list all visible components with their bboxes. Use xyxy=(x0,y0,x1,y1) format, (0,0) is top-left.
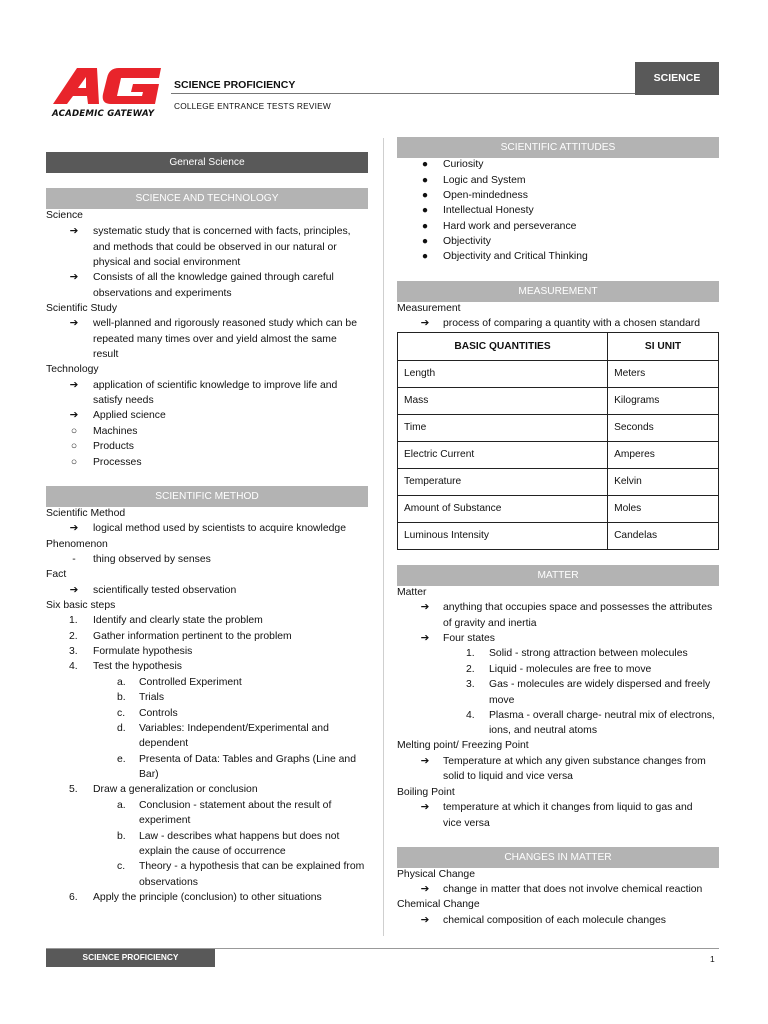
table-cell: Time xyxy=(398,415,608,442)
table-row xyxy=(398,415,719,442)
arrow-icon: ➔ xyxy=(69,523,79,534)
hollow-bullet-icon: ○ xyxy=(70,426,78,437)
list-item: Logic and System xyxy=(443,175,526,186)
list-number: 5. xyxy=(69,784,78,795)
list-item: experiment xyxy=(139,815,191,826)
table-cell: Amount of Substance xyxy=(398,496,608,523)
list-item: satisfy needs xyxy=(93,395,154,406)
list-item: Gas - molecules are widely dispersed and freely xyxy=(489,679,711,690)
list-item: Intellectual Honesty xyxy=(443,205,534,216)
column-header-basic-quantities: BASIC QUANTITIES xyxy=(398,333,608,361)
table-cell: Candelas xyxy=(608,523,719,550)
list-letter: a. xyxy=(117,800,126,811)
list-letter: b. xyxy=(117,692,126,703)
list-letter: a. xyxy=(117,677,126,688)
logo-wordmark: ACADEMIC GATEWAY xyxy=(52,109,155,119)
list-item: Trials xyxy=(139,692,165,703)
bullet-icon: ● xyxy=(421,175,429,186)
table-cell: Length xyxy=(398,361,608,388)
arrow-icon: ➔ xyxy=(420,756,430,767)
list-item: observations xyxy=(139,877,198,888)
term-technology: Technology xyxy=(46,364,99,375)
dash-bullet: - xyxy=(72,554,76,565)
list-item: Controlled Experiment xyxy=(139,677,242,688)
section-bar-scientific-method: SCIENTIFIC METHOD xyxy=(46,486,368,507)
table-row xyxy=(398,442,719,469)
arrow-icon: ➔ xyxy=(420,602,430,613)
list-item: anything that occupies space and possesses the attributes xyxy=(443,602,713,613)
list-number: 3. xyxy=(466,679,475,690)
list-item: observations and experiments xyxy=(93,288,232,299)
list-item: solid to liquid and vice versa xyxy=(443,771,573,782)
list-item: Four states xyxy=(443,633,495,644)
term-six-basic-steps: Six basic steps xyxy=(46,600,116,611)
section-bar-scientific-attitudes: SCIENTIFIC ATTITUDES xyxy=(397,137,719,158)
list-number: 1. xyxy=(69,615,78,626)
si-units-table xyxy=(397,332,719,550)
list-item: Objectivity and Critical Thinking xyxy=(443,251,588,262)
table-row xyxy=(398,523,719,550)
table-cell: Moles xyxy=(608,496,719,523)
term-scientific-study: Scientific Study xyxy=(46,303,118,314)
page-number: 1 xyxy=(710,954,715,964)
arrow-icon: ➔ xyxy=(69,585,79,596)
bullet-icon: ● xyxy=(421,236,429,247)
table-row xyxy=(398,469,719,496)
hollow-bullet-icon: ○ xyxy=(70,457,78,468)
table-cell: Meters xyxy=(608,361,719,388)
list-item: and methods that could be observed in our natural or xyxy=(93,242,337,253)
arrow-icon: ➔ xyxy=(420,318,430,329)
arrow-icon: ➔ xyxy=(69,410,79,421)
list-item: Apply the principle (conclusion) to other situations xyxy=(93,892,322,903)
arrow-icon: ➔ xyxy=(420,633,430,644)
header-rule xyxy=(171,93,637,94)
list-number: 4. xyxy=(466,710,475,721)
list-number: 1. xyxy=(466,648,475,659)
table-cell: Electric Current xyxy=(398,442,608,469)
list-item: Variables: Independent/Experimental and xyxy=(139,723,329,734)
arrow-icon: ➔ xyxy=(420,915,430,926)
list-letter: d. xyxy=(117,723,126,734)
list-item: Solid - strong attraction between molecules xyxy=(489,648,688,659)
list-item: Gather information pertinent to the problem xyxy=(93,631,292,642)
arrow-icon: ➔ xyxy=(69,380,79,391)
arrow-icon: ➔ xyxy=(69,318,79,329)
table-cell: Luminous Intensity xyxy=(398,523,608,550)
list-item: Bar) xyxy=(139,769,159,780)
section-bar-science-technology: SCIENCE AND TECHNOLOGY xyxy=(46,188,368,209)
list-item: Test the hypothesis xyxy=(93,661,182,672)
list-item: ions, and neutral atoms xyxy=(489,725,598,736)
table-cell: Amperes xyxy=(608,442,719,469)
term-chemical-change: Chemical Change xyxy=(397,899,480,910)
arrow-icon: ➔ xyxy=(420,884,430,895)
list-item: result xyxy=(93,349,119,360)
list-item: Conclusion - statement about the result of xyxy=(139,800,332,811)
list-item: repeated many times over and yield almost the same xyxy=(93,334,337,345)
footer-label: SCIENCE PROFICIENCY xyxy=(46,949,215,967)
list-number: 3. xyxy=(69,646,78,657)
list-letter: e. xyxy=(117,754,126,765)
table-header-row xyxy=(398,333,719,361)
table-row xyxy=(398,496,719,523)
list-item: Presenta of Data: Tables and Graphs (Line and xyxy=(139,754,356,765)
list-item: Applied science xyxy=(93,410,166,421)
hollow-bullet-icon: ○ xyxy=(70,441,78,452)
section-bar-general-science: General Science xyxy=(46,152,368,173)
list-item: Curiosity xyxy=(443,159,484,170)
subject-badge: SCIENCE xyxy=(635,62,719,95)
list-item: scientifically tested observation xyxy=(93,585,237,596)
table-cell: Temperature xyxy=(398,469,608,496)
table-row xyxy=(398,388,719,415)
bullet-icon: ● xyxy=(421,159,429,170)
logo-letter-a-shape xyxy=(53,68,99,104)
table-cell: Kelvin xyxy=(608,469,719,496)
term-science: Science xyxy=(46,210,83,221)
list-item: Identify and clearly state the problem xyxy=(93,615,263,626)
list-item: vice versa xyxy=(443,818,490,829)
list-item: dependent xyxy=(139,738,189,749)
list-item: well-planned and rigorously reasoned study which can be xyxy=(93,318,357,329)
list-item: thing observed by senses xyxy=(93,554,211,565)
list-item: Theory - a hypothesis that can be explained from xyxy=(139,861,365,872)
arrow-icon: ➔ xyxy=(69,272,79,283)
term-scientific-method: Scientific Method xyxy=(46,508,126,519)
bullet-icon: ● xyxy=(421,251,429,262)
term-phenomenon: Phenomenon xyxy=(46,539,108,550)
list-number: 2. xyxy=(69,631,78,642)
term-physical-change: Physical Change xyxy=(397,869,475,880)
list-letter: b. xyxy=(117,831,126,842)
document-title: SCIENCE PROFICIENCY xyxy=(174,79,296,91)
logo-letter-g-shape xyxy=(103,68,161,104)
term-boiling-point: Boiling Point xyxy=(397,787,455,798)
bullet-icon: ● xyxy=(421,205,429,216)
table-cell: Seconds xyxy=(608,415,719,442)
list-item: Temperature at which any given substance changes from xyxy=(443,756,706,767)
list-letter: c. xyxy=(117,708,126,719)
list-item: explain the cause of occurrence xyxy=(139,846,286,857)
term-melting-point: Melting point/ Freezing Point xyxy=(397,740,529,751)
section-bar-measurement: MEASUREMENT xyxy=(397,281,719,302)
term-matter: Matter xyxy=(397,587,427,598)
table-cell: Mass xyxy=(398,388,608,415)
list-item: Hard work and perseverance xyxy=(443,221,577,232)
term-measurement: Measurement xyxy=(397,303,461,314)
list-item: systematic study that is concerned with facts, principles, xyxy=(93,226,351,237)
list-number: 4. xyxy=(69,661,78,672)
list-item: temperature at which it changes from liquid to gas and xyxy=(443,802,693,813)
list-item: Liquid - molecules are free to move xyxy=(489,664,652,675)
list-item: Formulate hypothesis xyxy=(93,646,193,657)
list-item: Law - describes what happens but does not xyxy=(139,831,340,842)
list-number: 2. xyxy=(466,664,475,675)
list-number: 6. xyxy=(69,892,78,903)
list-item: Plasma - overall charge- neutral mix of electrons, xyxy=(489,710,715,721)
list-item: physical and social environment xyxy=(93,257,241,268)
list-item: change in matter that does not involve chemical reaction xyxy=(443,884,703,895)
column-divider xyxy=(383,138,384,936)
list-item: of gravity and inertia xyxy=(443,618,537,629)
column-header-si-unit: SI UNIT xyxy=(608,333,719,361)
list-item: application of scientific knowledge to improve life and xyxy=(93,380,338,391)
list-item: process of comparing a quantity with a chosen standard xyxy=(443,318,701,329)
bullet-icon: ● xyxy=(421,221,429,232)
list-item: Controls xyxy=(139,708,178,719)
term-fact: Fact xyxy=(46,569,67,580)
list-item: move xyxy=(489,695,515,706)
list-item: Processes xyxy=(93,457,142,468)
list-letter: c. xyxy=(117,861,126,872)
list-item: Draw a generalization or conclusion xyxy=(93,784,258,795)
list-item: logical method used by scientists to acquire knowledge xyxy=(93,523,346,534)
table-row xyxy=(398,361,719,388)
list-item: Objectivity xyxy=(443,236,491,247)
section-bar-changes-in-matter: CHANGES IN MATTER xyxy=(397,847,719,868)
section-bar-matter: MATTER xyxy=(397,565,719,586)
list-item: Machines xyxy=(93,426,138,437)
arrow-icon: ➔ xyxy=(420,802,430,813)
list-item: Consists of all the knowledge gained through careful xyxy=(93,272,334,283)
list-item: Open-mindedness xyxy=(443,190,528,201)
list-item: chemical composition of each molecule changes xyxy=(443,915,666,926)
arrow-icon: ➔ xyxy=(69,226,79,237)
document-subtitle: COLLEGE ENTRANCE TESTS REVIEW xyxy=(174,101,331,111)
bullet-icon: ● xyxy=(421,190,429,201)
list-item: Products xyxy=(93,441,135,452)
table-cell: Kilograms xyxy=(608,388,719,415)
